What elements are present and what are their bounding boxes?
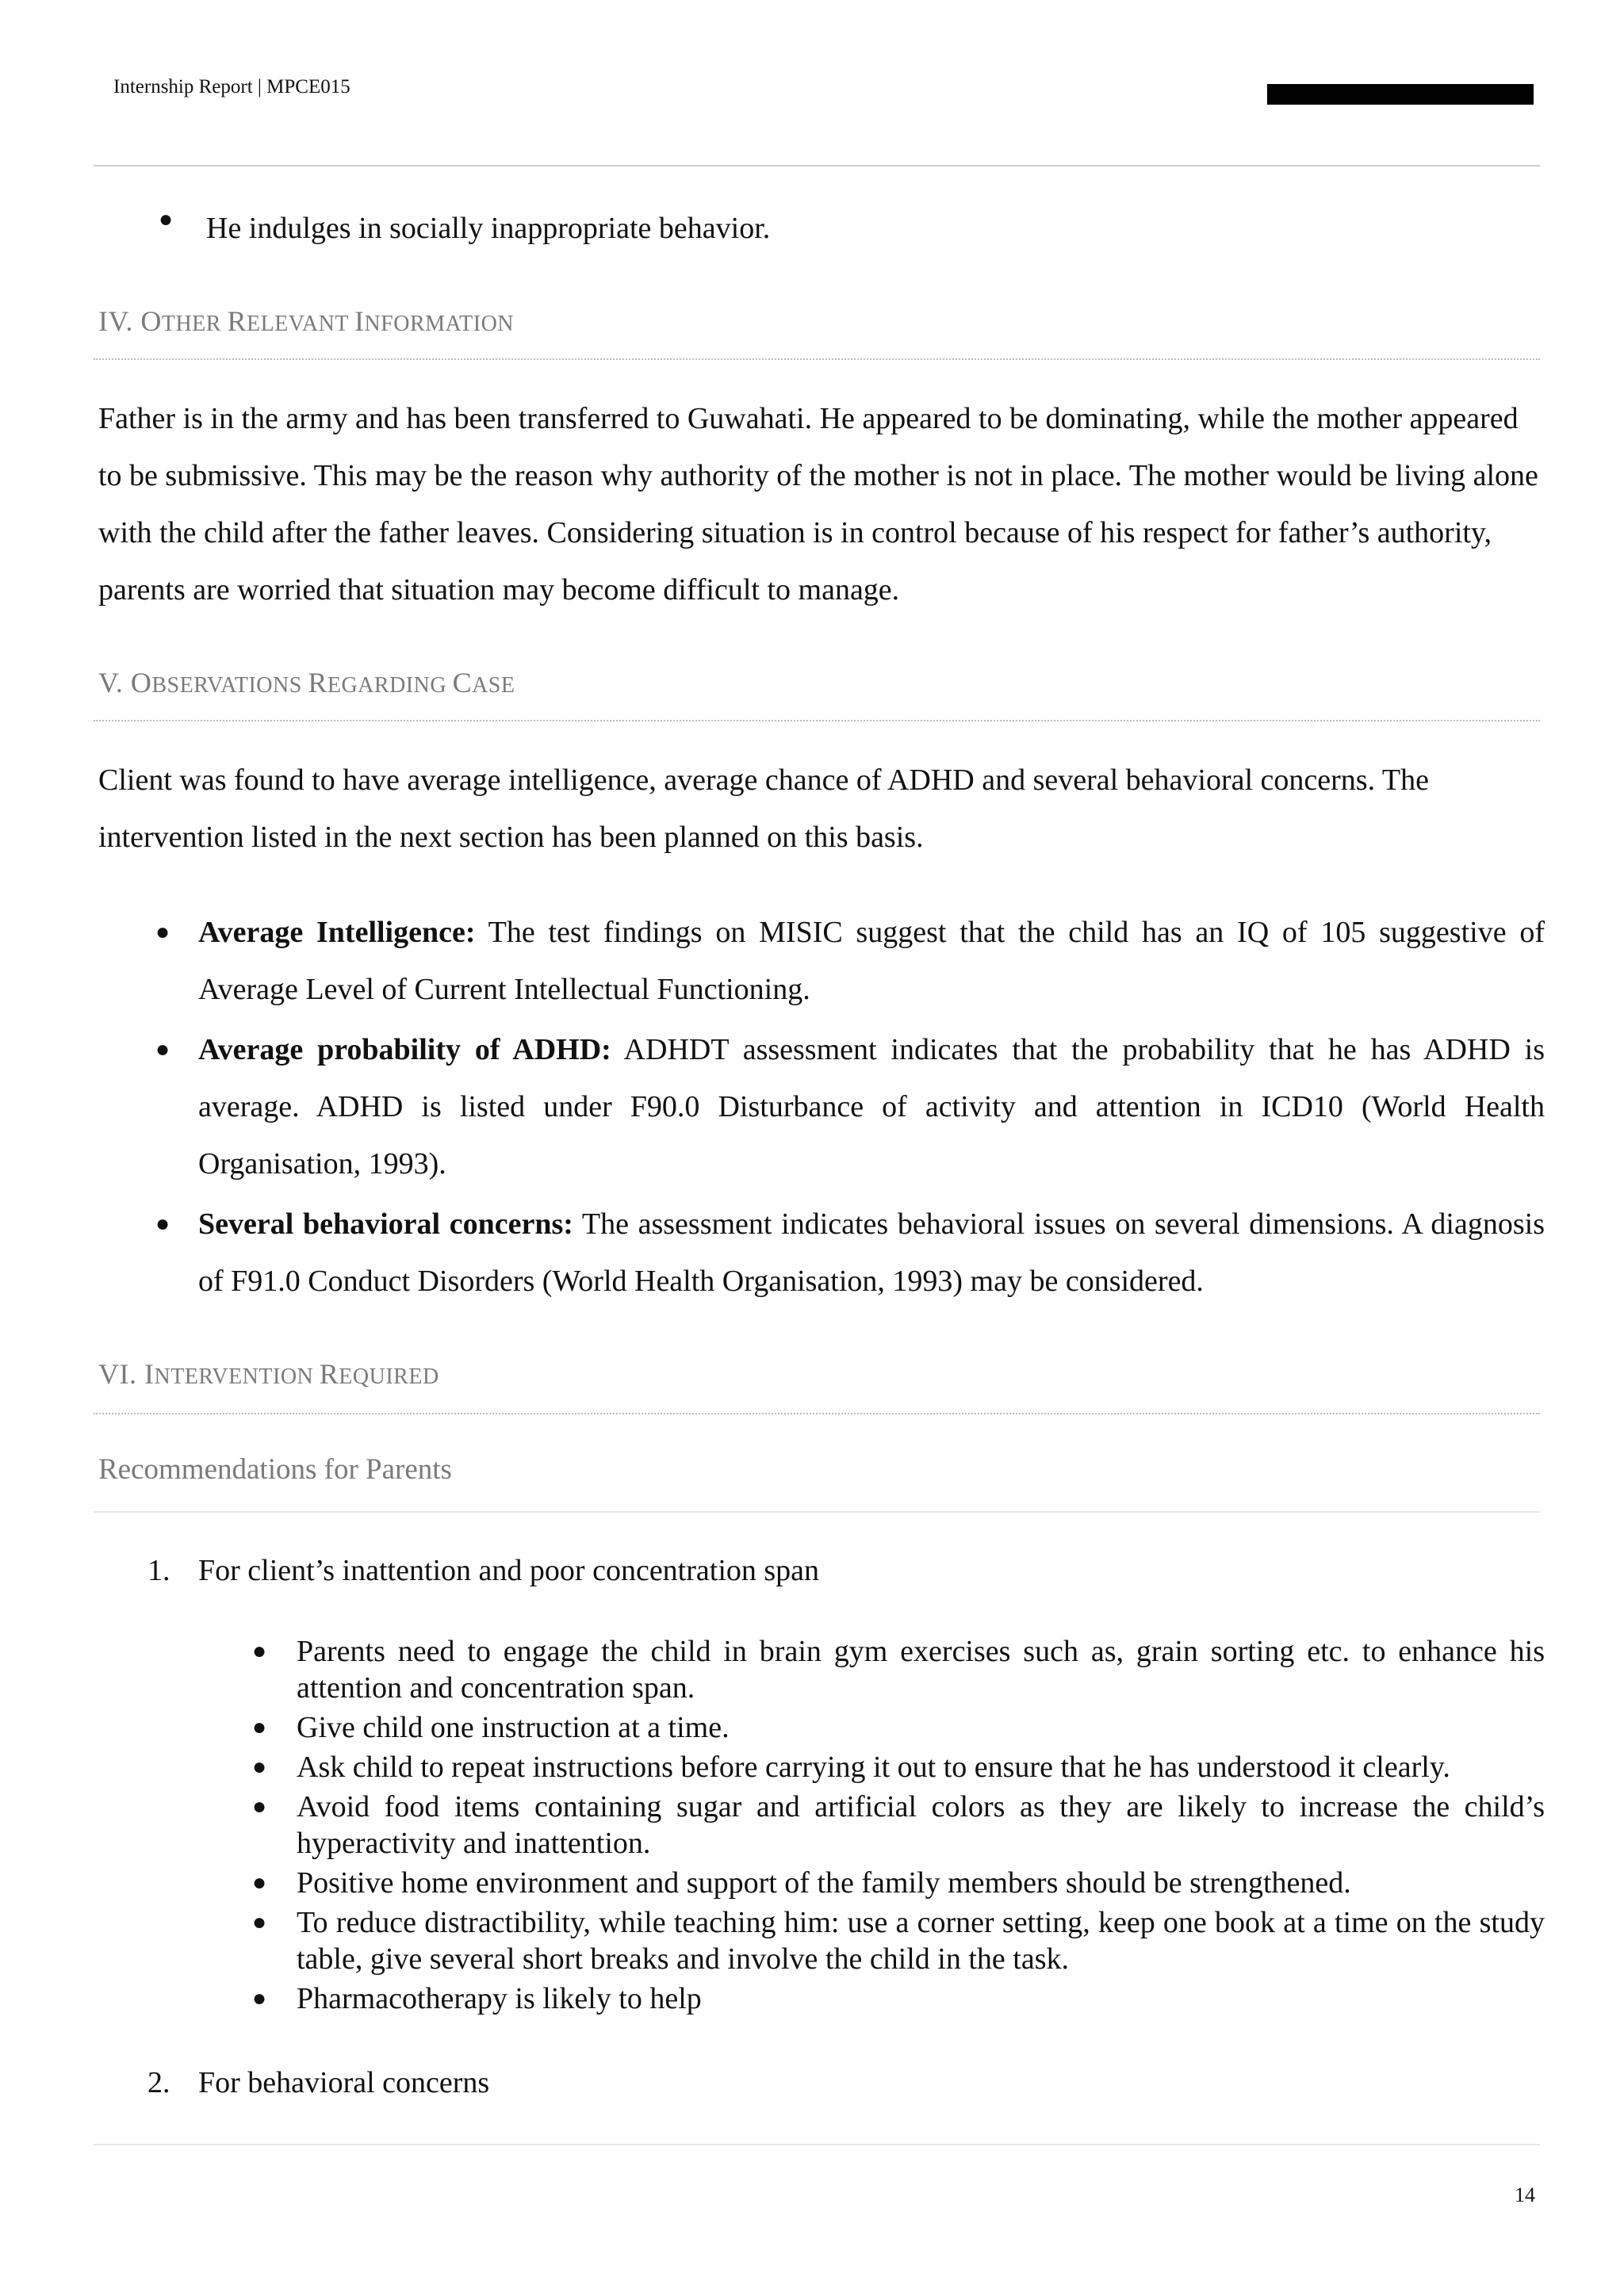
bullet-icon: ● <box>252 1754 267 1780</box>
list-item <box>247 1709 1545 1746</box>
heading-number: IV. <box>98 305 141 337</box>
heading-smallcaps: BSERVATIONS <box>151 673 308 698</box>
top-bullet-text: He indulges in socially inappropriate behavior. <box>206 212 771 245</box>
heading-cap: R <box>308 667 327 698</box>
list-item-label: Several behavioral concerns: <box>198 1207 573 1241</box>
bullet-icon: ● <box>252 1638 267 1664</box>
item-number: 1. <box>147 1554 170 1587</box>
bullet-icon: ● <box>155 1211 170 1237</box>
bullet-icon: ● <box>252 1793 267 1820</box>
heading-smallcaps: EGARDING <box>327 673 453 698</box>
footer-divider <box>94 2144 1540 2145</box>
bullet-icon: ● <box>252 1869 267 1896</box>
numbered-item-2-label: For behavioral concerns <box>198 2066 490 2099</box>
list-item-text: The assessment indicates behavioral issues on several dimensions. A diagnosis of F91.0 Conduct Disorders (World Health Organisation, 1993) may be considered. <box>198 1207 1545 1298</box>
heading-smallcaps: THER <box>161 312 228 336</box>
numbered-item-2 <box>147 2064 170 2101</box>
list-item-label: Average probability of ADHD: <box>198 1033 611 1066</box>
heading-smallcaps: ASE <box>472 673 515 698</box>
list-item <box>247 1789 1545 1862</box>
list-item <box>149 1021 1545 1192</box>
list-item-text: Avoid food items containing sugar and artificial colors as they are likely to increase the child’s hyperactivity and inattention. <box>297 1790 1545 1860</box>
section-heading-iv <box>98 304 514 338</box>
bullet-icon: ● <box>155 919 170 945</box>
header-divider <box>94 165 1540 166</box>
recommendations-list <box>247 1633 1545 2020</box>
bullet-icon: ● <box>252 1985 267 2011</box>
list-item-text: ADHDT assessment indicates that the probability that he has ADHD is average. ADHD is listed under F90.0 Disturbance of activity and attention in ICD10 (World Health Organisation, 1993). <box>198 1033 1545 1181</box>
section-iv-paragraph: Father is in the army and has been transferred to Guwahati. He appeared to be dominating, while the mother appeared to be submissive. This may be the reason why authority of the mother is not in place. The mother would be living alone with the child after the father leaves. Considering situation is in control because of his respect for father’s authority, parents are worried that situation may become difficult to manage. <box>98 402 1538 607</box>
heading-cap: O <box>140 305 162 337</box>
list-item-text: Pharmacotherapy is likely to help <box>297 1982 702 2015</box>
list-item-text: Positive home environment and support of the family members should be strengthened. <box>297 1866 1351 1900</box>
list-item <box>149 904 1545 1018</box>
list-item-label: Average Intelligence: <box>198 916 476 949</box>
list-item-text: Give child one instruction at a time. <box>297 1711 730 1744</box>
bullet-icon: ● <box>252 1909 267 1935</box>
bullet-icon: ● <box>252 1714 267 1740</box>
header-title: Internship Report | MPCE015 <box>113 76 350 98</box>
list-item-text: Ask child to repeat instructions before carrying it out to ensure that he has understood it clearly. <box>297 1751 1450 1784</box>
section-heading-vi <box>98 1357 439 1391</box>
list-item-text: To reduce distractibility, while teaching him: use a corner setting, keep one book at a time on the study table, give several short breaks and involve the child in the task. <box>297 1906 1545 1976</box>
bullet-icon: ● <box>155 1036 170 1062</box>
heading-cap: I <box>144 1358 155 1390</box>
heading-smallcaps: EQUIRED <box>339 1364 439 1389</box>
section-divider <box>94 358 1540 360</box>
heading-smallcaps: NFORMATION <box>364 312 515 336</box>
heading-number: V. <box>98 667 131 698</box>
heading-cap: O <box>130 667 152 698</box>
heading-smallcaps: NTERVENTION <box>154 1364 320 1389</box>
section-divider <box>94 720 1540 721</box>
numbered-item-1 <box>147 1552 170 1589</box>
observations-list <box>149 904 1545 1313</box>
list-item <box>247 1749 1545 1785</box>
list-item-text: Parents need to engage the child in brain gym exercises such as, grain sorting etc. to enhance his attention and concentration span. <box>297 1635 1545 1705</box>
item-number: 2. <box>147 2066 170 2099</box>
heading-smallcaps: ELEVANT <box>246 312 354 336</box>
heading-cap: C <box>452 667 473 698</box>
list-item <box>247 1980 1545 2017</box>
redaction-bar <box>1267 84 1534 105</box>
page-number: 14 <box>1515 2183 1535 2206</box>
numbered-item-1-label: For client’s inattention and poor concentration span <box>198 1554 820 1587</box>
heading-number: VI. <box>98 1358 144 1390</box>
list-item <box>247 1904 1545 1977</box>
subheading: Recommendations for Parents <box>98 1453 452 1486</box>
list-item <box>149 1196 1545 1310</box>
subsection-divider <box>94 1511 1540 1513</box>
section-divider <box>94 1413 1540 1414</box>
heading-cap: I <box>354 305 365 337</box>
list-item <box>247 1865 1545 1901</box>
list-item <box>247 1633 1545 1706</box>
bullet-icon: ● <box>159 206 174 232</box>
section-heading-v <box>98 666 515 699</box>
heading-cap: R <box>319 1358 339 1390</box>
list-item-text: The test findings on MISIC suggest that the child has an IQ of 105 suggestive of Average Level of Current Intellectual Functioning. <box>198 916 1545 1006</box>
heading-cap: R <box>227 305 247 337</box>
section-v-paragraph: Client was found to have average intelligence, average chance of ADHD and several behavioral concerns. The intervention listed in the next section has been planned on this basis. <box>98 763 1429 854</box>
